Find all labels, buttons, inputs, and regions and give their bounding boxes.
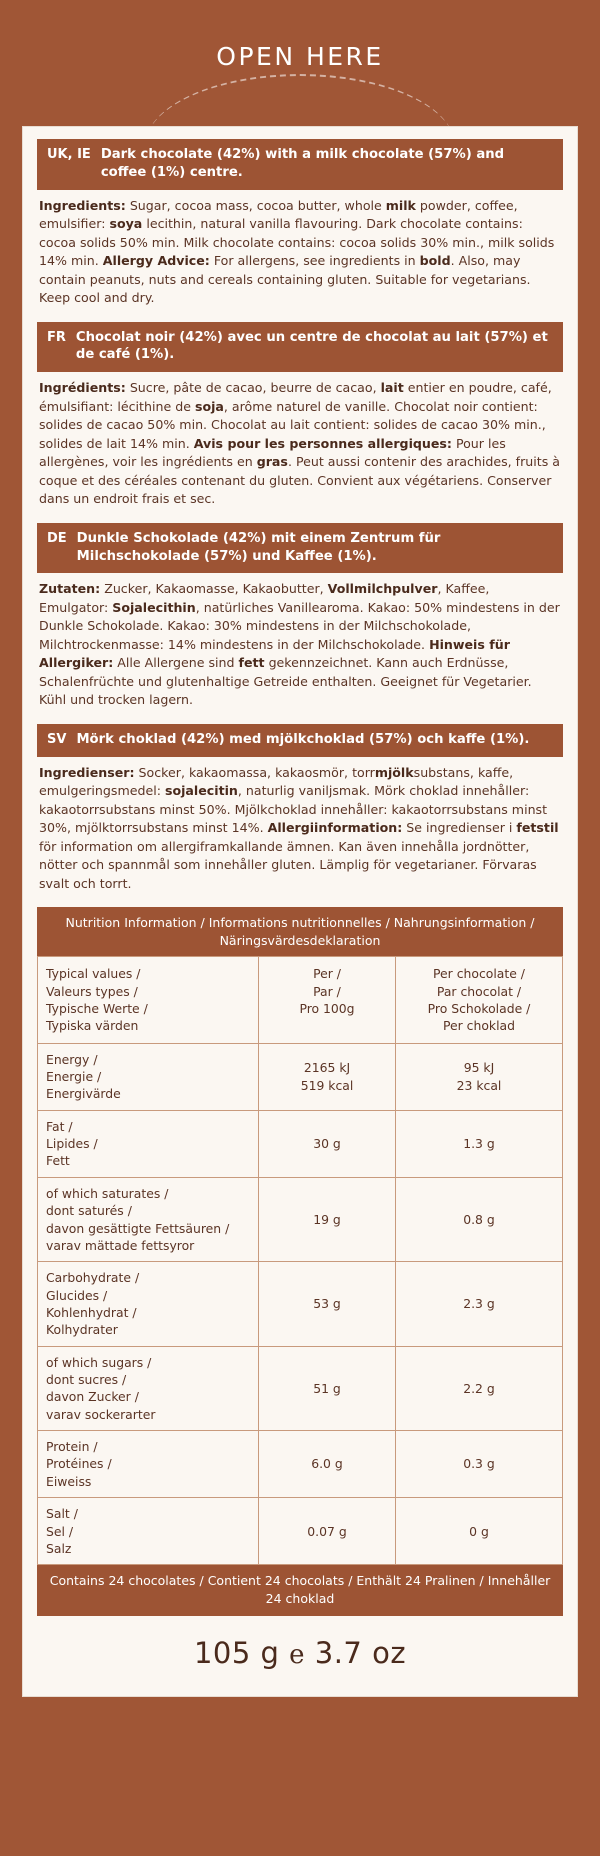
table-row bbox=[38, 1346, 563, 1430]
lang-header-sv bbox=[37, 724, 563, 757]
open-here-text: OPEN HERE bbox=[216, 42, 384, 71]
ingredients-de: Zutaten: Zucker, Kakaomasse, Kakaobutter, Vollmilchpulver, Kaffee, Emulgator: Sojalecithin, natürliches Vanillearoma. Kakao: 50% mindestens in der Dunkle Schokolade. Kakao: 30% mindestens in der Milchschokolade, Milchtrockenmasse: 14% mindestens in der Milchschokolade. Hinweis für Allergiker: Alle Allergene sind fett gekennzeichnet. Kann auch Erdnüsse, Schalenfrüchte und glutenhaltige Getreide enthalten. Geeignet für Vegetarier. Kühl und trocken lagern. bbox=[39, 581, 560, 708]
lang-header-uk bbox=[37, 139, 563, 190]
lang-description-uk: Dark chocolate (42%) with a milk chocolate (57%) and coffee (1%) centre. bbox=[100, 147, 505, 180]
nutrition-row-label: Energy / Energie / Energivärde bbox=[38, 1043, 259, 1110]
nutrition-table bbox=[37, 956, 563, 1565]
lang-header-fr bbox=[37, 322, 563, 373]
nutrition-row-label: Carbohydrate / Glucides / Kohlenhydrat / Kolhydrater bbox=[38, 1262, 259, 1346]
nutrition-rows bbox=[38, 1043, 563, 1565]
estimated-sign-icon: e bbox=[289, 1639, 306, 1670]
lang-description-sv: Mörk choklad (42%) med mjölkchoklad (57%) och kaffe (1%). bbox=[76, 731, 530, 747]
table-row bbox=[38, 1262, 563, 1346]
nutrition-row-per100g: 6.0 g bbox=[259, 1431, 396, 1498]
lang-code-de: DE bbox=[47, 530, 67, 546]
net-weight bbox=[37, 1616, 563, 1686]
nutrition-row-label: of which saturates / dont saturés / davon gesättigte Fettsäuren / varav mättade fettsyror bbox=[38, 1177, 259, 1261]
lang-header-de bbox=[37, 523, 563, 574]
nutrition-row-perpiece: 1.3 g bbox=[396, 1110, 563, 1177]
nutrition-row-per100g: 53 g bbox=[259, 1262, 396, 1346]
nutrition-row-per100g: 0.07 g bbox=[259, 1498, 396, 1565]
lang-code-fr: FR bbox=[47, 329, 66, 345]
nutrition-row-label: Salt / Sel / Salz bbox=[38, 1498, 259, 1565]
lang-code-sv: SV bbox=[47, 731, 67, 747]
nutrition-row-perpiece: 0.3 g bbox=[396, 1431, 563, 1498]
table-row bbox=[38, 1498, 563, 1565]
ingredients-fr: Ingrédients: Sucre, pâte de cacao, beurre de cacao, lait entier en poudre, café, émulsifiant: lécithine de soja, arôme naturel de vanille. Chocolat noir contient: solides de cacao 50% min. Chocolat au lait contient: solides de cacao 30% min., solides de lait 14% min. Avis pour les personnes allergiques: Pour les allergènes, voir les ingrédients en gras. Peut aussi contenir des arachides, fruits à coque et des céréales contenant du gluten. Convient aux végétariens. Conserver dans un endroit frais et sec. bbox=[39, 380, 560, 507]
lang-code-uk: UK, IE bbox=[47, 147, 91, 162]
nutrition-row-perpiece: 2.3 g bbox=[396, 1262, 563, 1346]
net-weight-imperial: 3.7 oz bbox=[314, 1635, 407, 1670]
nutrition-row-perpiece: 2.2 g bbox=[396, 1346, 563, 1430]
nutrition-row-per100g: 2165 kJ 519 kcal bbox=[259, 1043, 396, 1110]
contains-count: Contains 24 chocolates / Contient 24 chocolats / Enthält 24 Pralinen / Innehåller 24 choklad bbox=[37, 1565, 563, 1615]
nutrition-row-per100g: 51 g bbox=[259, 1346, 396, 1430]
nutrition-col-perpiece: Per chocolate / Par chocolat / Pro Schokolade / Per choklad bbox=[396, 957, 563, 1043]
open-here-band bbox=[0, 0, 600, 126]
nutrition-header-row bbox=[38, 957, 563, 1043]
nutrition-row-per100g: 30 g bbox=[259, 1110, 396, 1177]
table-row bbox=[38, 1043, 563, 1110]
ingredients-uk: Ingredients: Sugar, cocoa mass, cocoa butter, whole milk powder, coffee, emulsifier: soya lecithin, natural vanilla flavouring. Dark chocolate contains: cocoa solids 50% min. Milk chocolate contains: cocoa solids 30% min., milk solids 14% min. Allergy Advice: For allergens, see ingredients in bold. Also, may contain peanuts, nuts and cereals containing gluten. Suitable for vegetarians. Keep cool and dry. bbox=[39, 197, 555, 306]
table-row bbox=[38, 1110, 563, 1177]
ingredients-sv: Ingredienser: Socker, kakaomassa, kakaosmör, torrmjölksubstans, kaffe, emulgeringsmedel: sojalecitin, naturlig vaniljsmak. Mörk choklad innehåller: kakaotorrsubstans minst 50%. Mjölkchoklad innehåller: kakaotorrsubstans minst 30%, mjölktorrsubstans minst 14%. Allergiinformation: Se ingredienser i fetstil för information om allergiframkallande ämnen. Kan även innehålla jordnötter, nötter och spannmål som innehåller gluten. Lämplig för vegetarianer. Förvaras svalt och torrt. bbox=[39, 764, 559, 891]
nutrition-row-perpiece: 95 kJ 23 kcal bbox=[396, 1043, 563, 1110]
net-weight-metric: 105 g bbox=[193, 1635, 280, 1670]
lang-description-fr: Chocolat noir (42%) avec un centre de chocolat au lait (57%) et de café (1%). bbox=[75, 329, 548, 363]
nutrition-col-label: Typical values / Valeurs types / Typische Werte / Typiska värden bbox=[38, 957, 259, 1043]
nutrition-col-per100g: Per / Par / Pro 100g bbox=[259, 957, 396, 1043]
lang-description-de: Dunkle Schokolade (42%) mit einem Zentrum für Milchschokolade (57%) und Kaffee (1%). bbox=[76, 530, 441, 564]
nutrition-row-perpiece: 0.8 g bbox=[396, 1177, 563, 1261]
nutrition-row-label: Protein / Protéines / Eiweiss bbox=[38, 1431, 259, 1498]
nutrition-title: Nutrition Information / Informations nutritionnelles / Nahrungsinformation / Näringsvärdesdeklaration bbox=[37, 907, 563, 956]
table-row bbox=[38, 1431, 563, 1498]
nutrition-row-label: Fat / Lipides / Fett bbox=[38, 1110, 259, 1177]
nutrition-table-body bbox=[38, 957, 563, 1043]
nutrition-row-per100g: 19 g bbox=[259, 1177, 396, 1261]
nutrition-section bbox=[37, 907, 563, 1615]
nutrition-row-label: of which sugars / dont sucres / davon Zucker / varav sockerarter bbox=[38, 1346, 259, 1430]
nutrition-row-perpiece: 0 g bbox=[396, 1498, 563, 1565]
info-panel-inner bbox=[23, 127, 577, 1696]
info-panel bbox=[22, 126, 578, 1697]
table-row bbox=[38, 1177, 563, 1261]
